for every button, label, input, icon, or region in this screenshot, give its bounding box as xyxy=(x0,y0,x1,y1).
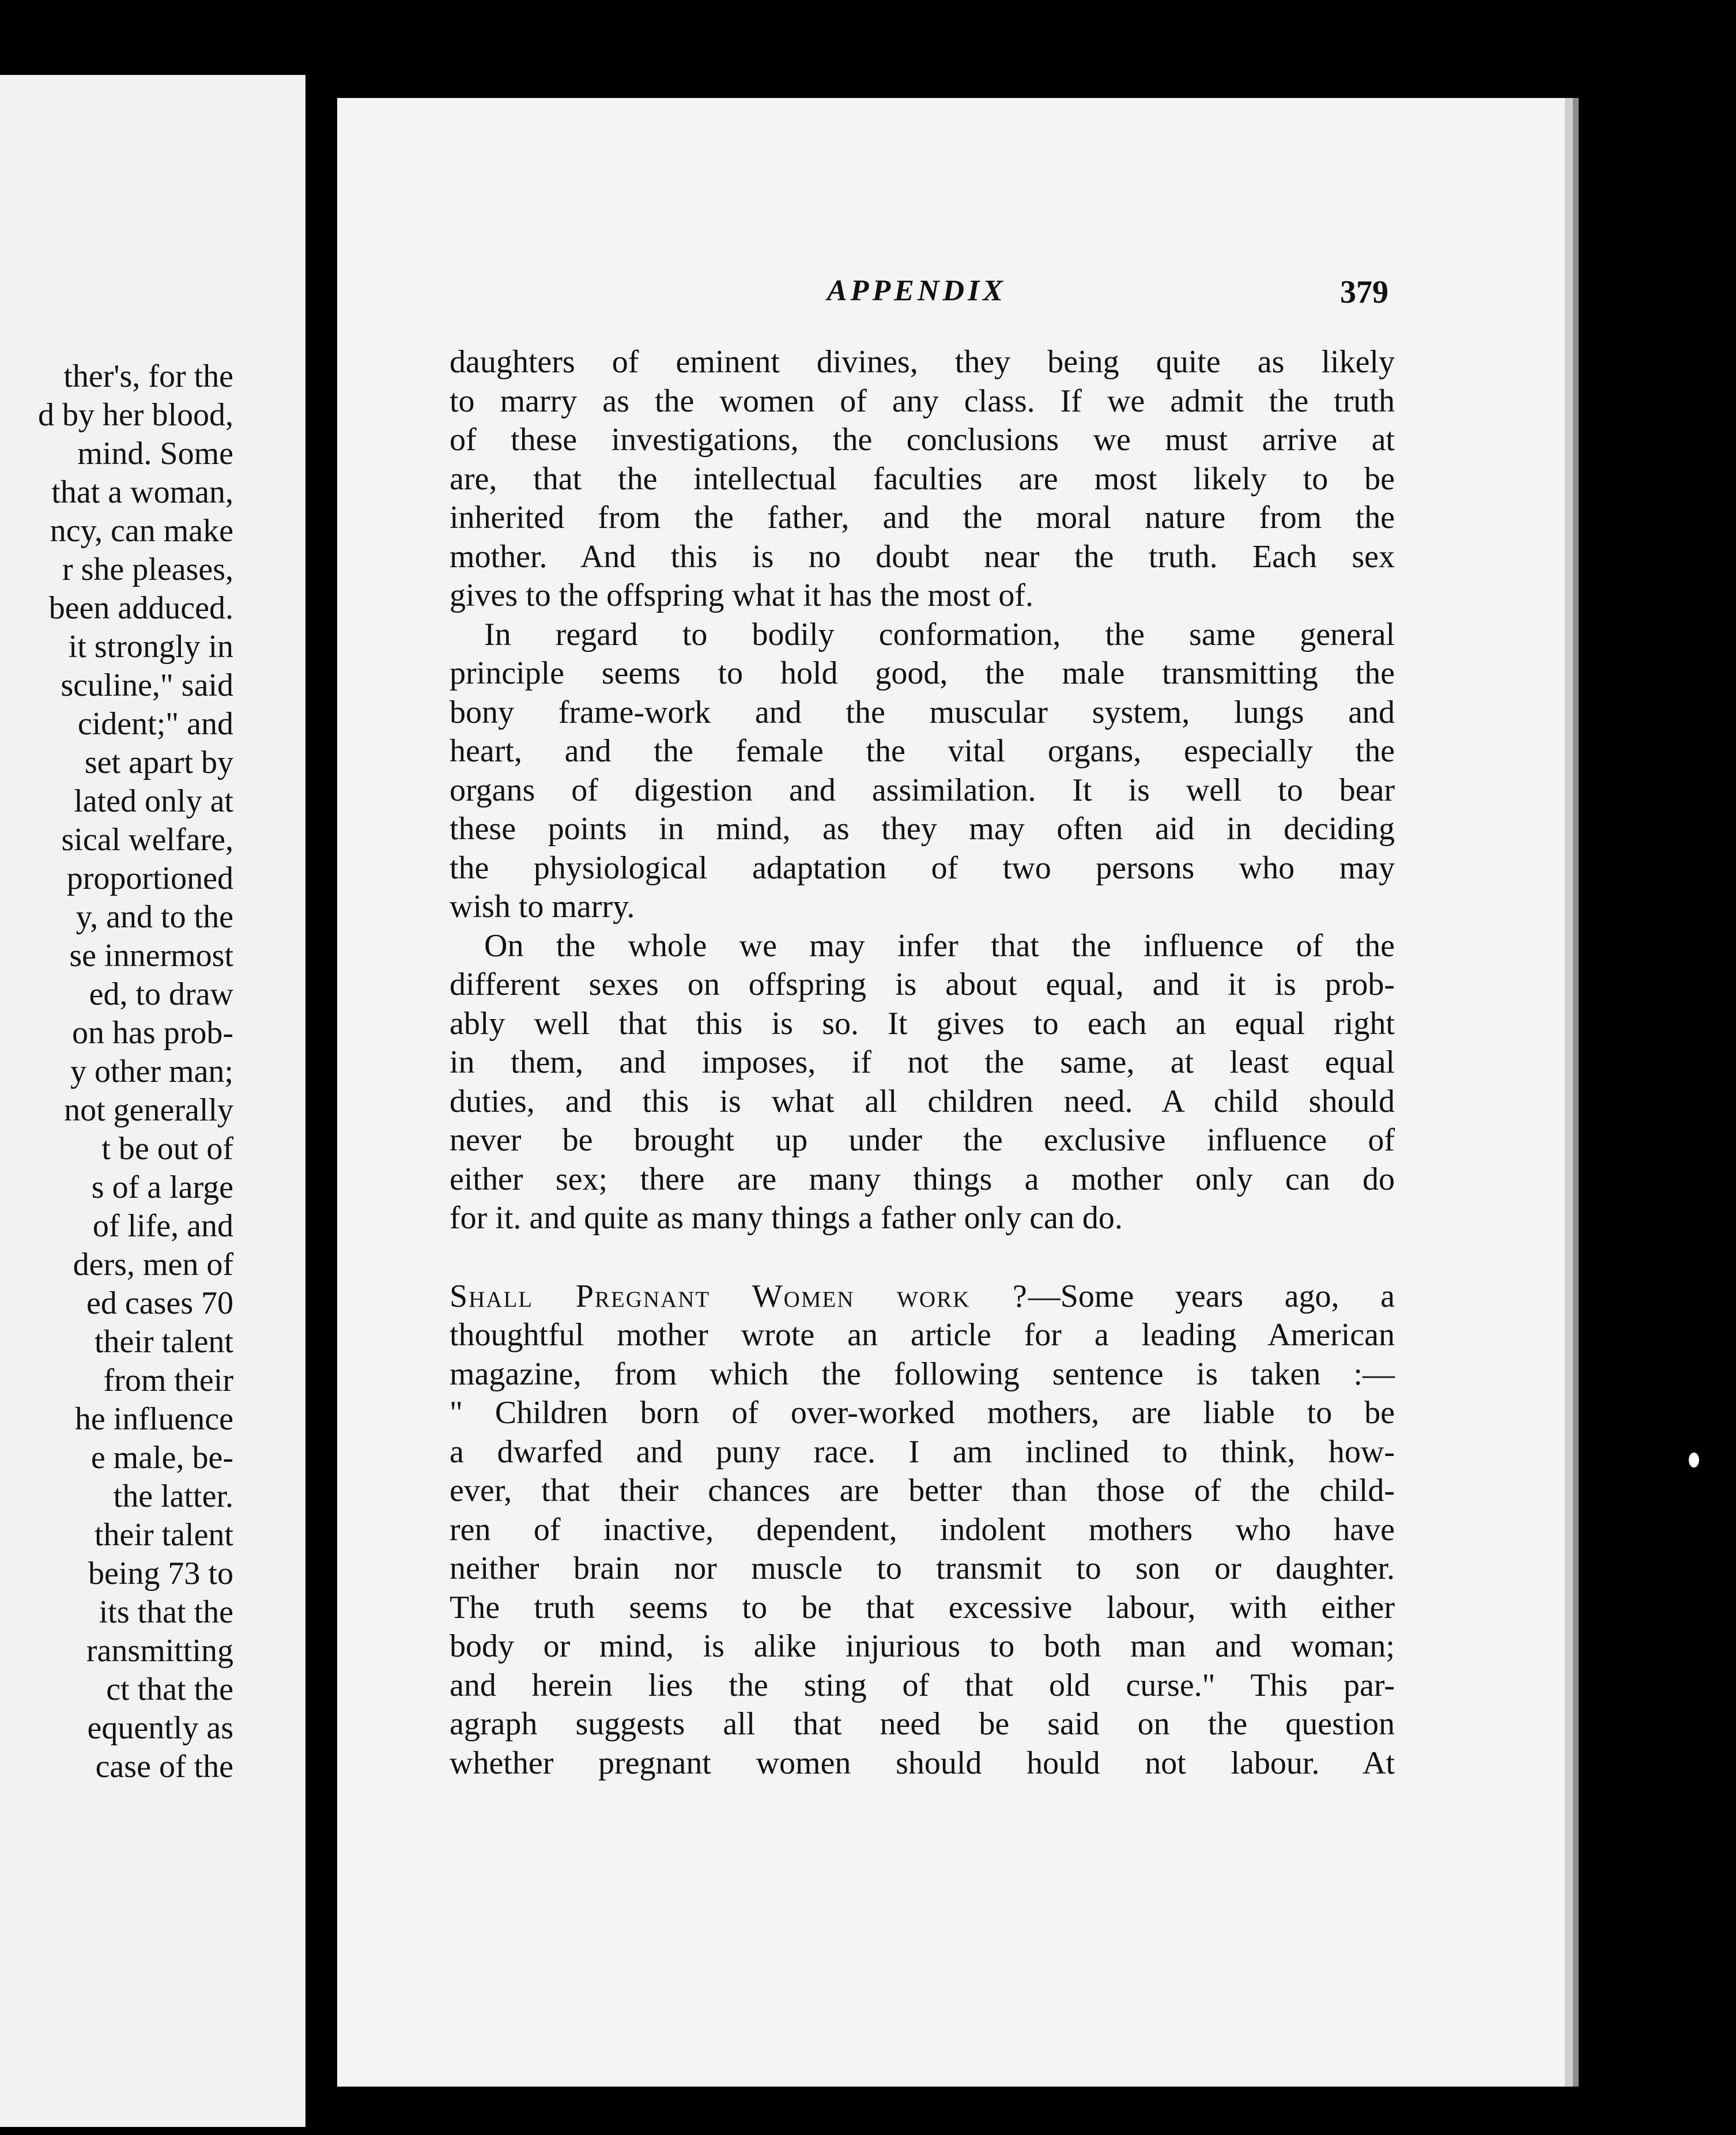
left-page-line: that a woman, xyxy=(51,474,233,510)
text-line: ably well that this is so. It gives to each an equal right xyxy=(450,1005,1395,1042)
text-line: are, that the intellectual faculties are most likely to be xyxy=(450,461,1395,497)
text-line: whether pregnant women should hould not labour. At xyxy=(450,1745,1395,1781)
left-page-line: ders, men of xyxy=(73,1247,233,1282)
text-line: In regard to bodily conformation, the same general xyxy=(484,616,1395,652)
text-line: gives to the offspring what it has the most of. xyxy=(450,578,1034,613)
left-page-line: y other man; xyxy=(70,1054,233,1089)
left-page-line: d by her blood, xyxy=(37,397,233,433)
text-line: these points in mind, as they may often aid in deciding xyxy=(450,811,1395,847)
left-page-line: their talent xyxy=(94,1517,233,1553)
scan-speck xyxy=(1670,1274,1683,1288)
text-line: of these investigations, the conclusions we must arrive at xyxy=(450,422,1395,458)
left-page-line: s of a large xyxy=(91,1170,233,1205)
text-line: thoughtful mother wrote an article for a leading American xyxy=(450,1317,1395,1353)
text-line: a dwarfed and puny race. I am inclined to think, how- xyxy=(450,1434,1395,1470)
text-line: On the whole we may infer that the influence of the xyxy=(484,927,1395,964)
page-number: 379 xyxy=(1340,274,1388,310)
left-page-line: not generally xyxy=(64,1092,233,1128)
left-page-line: t be out of xyxy=(101,1131,233,1167)
text-line: magazine, from which the following sentence is taken :— xyxy=(450,1356,1395,1392)
left-page-line: sical welfare, xyxy=(61,822,233,858)
text-line: ever, that their chances are better than those of the child- xyxy=(450,1473,1395,1508)
left-page-line: their talent xyxy=(94,1324,233,1360)
left-page-line: equently as xyxy=(87,1710,233,1746)
text-line: never be brought up under the exclusive influence of xyxy=(450,1122,1395,1158)
text-line: and herein lies the sting of that old curse." This par- xyxy=(450,1667,1395,1703)
left-page-text xyxy=(38,357,233,1786)
left-page-line: ed cases 70 xyxy=(86,1285,233,1321)
text-line: either sex; there are many things a mother only can do xyxy=(450,1161,1395,1197)
paragraph-1 xyxy=(450,343,1395,616)
paragraph-2 xyxy=(450,616,1395,927)
text-line: daughters of eminent divines, they being quite as likely xyxy=(450,344,1395,380)
left-facing-page xyxy=(0,75,305,2127)
text-line: agraph suggests all that need be said on the question xyxy=(450,1706,1395,1742)
running-head: APPENDIX xyxy=(827,274,1006,307)
text-line: different sexes on offspring is about equal, and it is prob- xyxy=(450,967,1395,1002)
text-line: organs of digestion and assimilation. It is well to bear xyxy=(450,772,1395,808)
text-line: for it. and quite as many things a father only can do. xyxy=(450,1200,1123,1236)
left-page-line: on has prob- xyxy=(72,1015,233,1051)
left-page-line: been adduced. xyxy=(48,590,233,626)
section-gap xyxy=(450,1238,1395,1277)
heading-continuation: —Some years ago, a xyxy=(1028,1278,1395,1314)
left-page-line: it strongly in xyxy=(68,629,233,665)
left-page-line: ncy, can make xyxy=(50,513,233,549)
section-heading: Shall Pregnant Women work ? xyxy=(450,1278,1028,1314)
left-page-line: cident;" and xyxy=(77,706,233,742)
left-page-line: mind. Some xyxy=(77,436,233,471)
left-page-line: set apart by xyxy=(84,745,233,780)
text-line: the physiological adaptation of two persons who may xyxy=(450,850,1395,886)
paragraph-4 xyxy=(450,1277,1395,1783)
left-page-line: being 73 to xyxy=(88,1556,233,1591)
scan-speck xyxy=(1689,1453,1699,1468)
left-page-line: r she pleases, xyxy=(62,552,233,587)
left-page-line: its that the xyxy=(99,1594,233,1630)
left-page-line: ther's, for the xyxy=(63,359,233,394)
left-page-line: se innermost xyxy=(69,938,233,974)
text-line: wish to marry. xyxy=(450,889,635,925)
left-page-line: ransmitting xyxy=(86,1633,233,1669)
left-page-line: of life, and xyxy=(92,1208,233,1244)
left-page-line: ed, to draw xyxy=(89,976,233,1012)
left-page-line: ct that the xyxy=(106,1672,233,1707)
text-line: " Children born of over-worked mothers, are liable to be xyxy=(450,1395,1395,1431)
text-line: ren of inactive, dependent, indolent mothers who have xyxy=(450,1511,1395,1548)
left-page-line: sculine," said xyxy=(61,667,233,703)
paragraph-3 xyxy=(450,927,1395,1238)
book-gutter xyxy=(305,75,334,2127)
left-page-line: from their xyxy=(103,1363,233,1398)
text-line: duties, and this is what all children need. A child should xyxy=(450,1083,1395,1119)
text-line: neither brain nor muscle to transmit to son or daughter. xyxy=(450,1551,1395,1586)
left-page-line: the latter. xyxy=(113,1478,233,1514)
text-line: body or mind, is alike injurious to both man and woman; xyxy=(450,1628,1395,1664)
text-line: inherited from the father, and the moral nature from the xyxy=(450,500,1395,535)
text-line: principle seems to hold good, the male transmitting the xyxy=(450,655,1395,691)
text-line: heart, and the female the vital organs, especially the xyxy=(450,733,1395,769)
text-line xyxy=(450,1277,1395,1317)
body-text xyxy=(450,343,1395,1783)
text-line: in them, and imposes, if not the same, at least equal xyxy=(450,1044,1395,1080)
left-page-line: e male, be- xyxy=(90,1440,233,1476)
text-line: The truth seems to be that excessive labour, with either xyxy=(450,1589,1395,1625)
text-line: bony frame-work and the muscular system, lungs and xyxy=(450,694,1395,730)
text-line: mother. And this is no doubt near the truth. Each sex xyxy=(450,538,1395,575)
left-page-line: proportioned xyxy=(66,861,233,896)
left-page-line: y, and to the xyxy=(76,899,233,935)
left-page-line: he influence xyxy=(74,1401,233,1437)
text-line: to marry as the women of any class. If we admit the truth xyxy=(450,383,1395,419)
right-page xyxy=(337,98,1573,2087)
left-page-line: case of the xyxy=(95,1749,233,1785)
left-page-line: lated only at xyxy=(74,783,233,819)
